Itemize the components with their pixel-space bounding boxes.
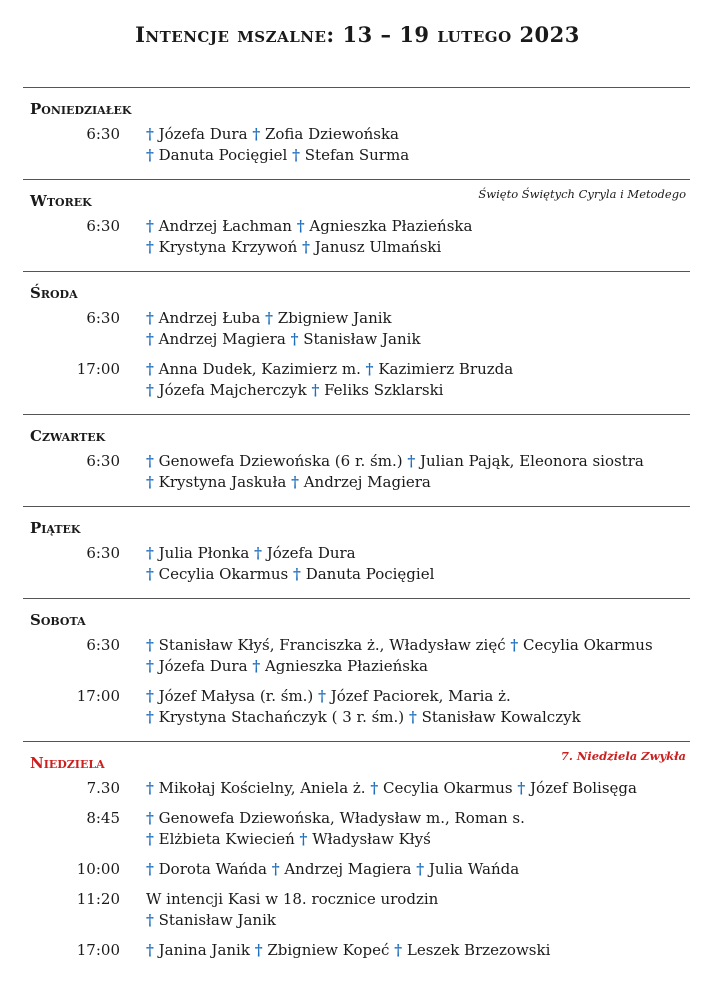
deceased-name: Józefa Dura xyxy=(158,657,248,675)
deceased-name: Mikołaj Kościelny, Aniela ż. xyxy=(158,779,366,797)
deceased-name: Julian Pająk, Eleonora siostra xyxy=(420,452,644,470)
deceased-name: Józefa Dura xyxy=(158,125,248,143)
mass-time: 17:00 xyxy=(76,941,120,959)
cross-icon: † xyxy=(290,330,299,348)
day-section xyxy=(23,87,690,179)
cross-icon: † xyxy=(146,309,154,327)
intention-line xyxy=(146,686,581,707)
intentions xyxy=(146,808,525,850)
cross-icon: † xyxy=(146,657,154,675)
mass-time: 6:30 xyxy=(86,636,120,654)
cross-icon: † xyxy=(146,544,154,562)
cross-icon: † xyxy=(146,911,154,929)
mass-time: 8:45 xyxy=(86,809,120,827)
cross-icon: † xyxy=(146,708,154,726)
cross-icon: † xyxy=(146,473,154,491)
deceased-name: Cecylia Okarmus xyxy=(158,565,289,583)
cross-icon: † xyxy=(146,687,154,705)
day-section xyxy=(23,506,690,598)
mass-entry xyxy=(23,859,690,880)
intentions xyxy=(146,686,581,728)
page-title: Intencje mszalne: 13 – 19 lutego 2023 xyxy=(135,22,580,47)
intentions xyxy=(146,859,519,880)
intention-line xyxy=(146,707,581,728)
deceased-name: Zofia Dziewońska xyxy=(264,125,399,143)
deceased-name: Janina Janik xyxy=(158,941,250,959)
deceased-name: Danuta Pocięgiel xyxy=(158,146,288,164)
mass-time: 6:30 xyxy=(86,452,120,470)
intention-line xyxy=(146,910,438,931)
day-name: Poniedziałek xyxy=(30,100,132,118)
day-name: Czwartek xyxy=(30,427,106,445)
cross-icon: † xyxy=(146,779,154,797)
mass-entry xyxy=(23,889,690,931)
liturgical-note: Święto Świętych Cyryla i Metodego xyxy=(478,187,686,201)
deceased-name: Cecylia Okarmus xyxy=(383,779,513,797)
mass-time: 6:30 xyxy=(86,125,120,143)
deceased-name: Janusz Ulmański xyxy=(314,238,442,256)
cross-icon: † xyxy=(146,146,154,164)
intentions xyxy=(146,635,653,677)
intention-text: W intencji Kasi w 18. rocznice urodzin xyxy=(146,890,439,908)
deceased-name: Krystyna Stachańczyk ( 3 r. śm.) xyxy=(158,708,405,726)
deceased-name: Józefa Majcherczyk xyxy=(158,381,307,399)
cross-icon: † xyxy=(146,330,154,348)
intention-line xyxy=(146,237,472,258)
deceased-name: Stanisław Janik xyxy=(303,330,421,348)
mass-time: 6:30 xyxy=(86,217,120,235)
mass-time: 7.30 xyxy=(86,779,120,797)
day-section xyxy=(23,271,690,414)
deceased-name: Elżbieta Kwiecień xyxy=(158,830,295,848)
deceased-name: Dorota Wańda xyxy=(158,860,267,878)
cross-icon: † xyxy=(311,381,320,399)
intention-line xyxy=(146,829,525,850)
day-name: Niedziela xyxy=(30,754,105,772)
mass-entry xyxy=(23,778,690,799)
cross-icon: † xyxy=(146,830,154,848)
intention-line xyxy=(146,808,525,829)
day-name: Sobota xyxy=(30,611,86,629)
cross-icon: † xyxy=(146,565,154,583)
deceased-name: Andrzej Łachman xyxy=(158,217,292,235)
liturgical-note: 7. Niedziela Zwykła xyxy=(560,749,686,763)
mass-time: 10:00 xyxy=(76,860,120,878)
intentions xyxy=(146,940,550,961)
deceased-name: Kazimierz Bruzda xyxy=(378,360,514,378)
cross-icon: † xyxy=(394,941,403,959)
day-name: Środa xyxy=(30,284,78,302)
deceased-name: Julia Płonka xyxy=(158,544,250,562)
cross-icon: † xyxy=(365,360,374,378)
day-section xyxy=(23,179,690,271)
deceased-name: Zbigniew Kopeć xyxy=(267,941,390,959)
intention-line xyxy=(146,216,472,237)
cross-icon: † xyxy=(146,636,154,654)
intention-line xyxy=(146,859,519,880)
intention-line xyxy=(146,635,653,656)
day-section xyxy=(23,414,690,506)
mass-entry xyxy=(23,686,690,728)
intention-line xyxy=(146,451,644,472)
mass-entry xyxy=(23,940,690,961)
intention-line xyxy=(146,145,409,166)
deceased-name: Krystyna Jaskuła xyxy=(158,473,287,491)
deceased-name: Władysław Kłyś xyxy=(312,830,431,848)
mass-entry xyxy=(23,451,690,493)
cross-icon: † xyxy=(293,565,301,583)
cross-icon: † xyxy=(510,636,519,654)
intention-line xyxy=(146,472,644,493)
intentions xyxy=(146,216,472,258)
mass-entry xyxy=(23,543,690,585)
deceased-name: Stanisław Kłyś, Franciszka ż., Władysław zięć xyxy=(158,636,506,654)
cross-icon: † xyxy=(291,473,299,491)
deceased-name: Feliks Szklarski xyxy=(324,381,444,399)
deceased-name: Józef Bolisęga xyxy=(530,779,637,797)
intentions xyxy=(146,889,438,931)
intention-line xyxy=(146,359,513,380)
cross-icon: † xyxy=(146,860,154,878)
mass-time: 6:30 xyxy=(86,544,120,562)
cross-icon: † xyxy=(318,687,326,705)
deceased-name: Andrzej Magiera xyxy=(303,473,431,491)
deceased-name: Julia Wańda xyxy=(428,860,520,878)
cross-icon: † xyxy=(146,360,154,378)
intention-line xyxy=(146,940,550,961)
mass-entry xyxy=(23,308,690,350)
deceased-name: Danuta Pocięgiel xyxy=(305,565,435,583)
intention-line xyxy=(146,564,434,585)
intention-line xyxy=(146,778,637,799)
cross-icon: † xyxy=(146,941,154,959)
cross-icon: † xyxy=(146,809,154,827)
mass-time: 17:00 xyxy=(76,360,120,378)
cross-icon: † xyxy=(370,779,379,797)
mass-time: 6:30 xyxy=(86,309,120,327)
deceased-name: Stanisław Kowalczyk xyxy=(421,708,581,726)
mass-entry xyxy=(23,124,690,166)
cross-icon: † xyxy=(265,309,273,327)
cross-icon: † xyxy=(302,238,310,256)
day-section xyxy=(23,741,690,974)
deceased-name: Andrzej Magiera xyxy=(284,860,412,878)
mass-time: 17:00 xyxy=(76,687,120,705)
intention-line xyxy=(146,656,653,677)
cross-icon: † xyxy=(408,708,417,726)
deceased-name: Andrzej Magiera xyxy=(158,330,286,348)
intention-line xyxy=(146,543,434,564)
mass-time: 11:20 xyxy=(76,890,120,908)
mass-schedule xyxy=(23,87,690,974)
cross-icon: † xyxy=(146,238,154,256)
cross-icon: † xyxy=(271,860,280,878)
cross-icon: † xyxy=(252,125,261,143)
cross-icon: † xyxy=(146,125,154,143)
cross-icon: † xyxy=(146,217,154,235)
intention-line xyxy=(146,124,409,145)
intention-line xyxy=(146,380,513,401)
intention-line xyxy=(146,329,421,350)
intention-line xyxy=(146,308,421,329)
deceased-name: Józef Małysa (r. śm.) xyxy=(158,687,314,705)
cross-icon: † xyxy=(416,860,425,878)
intentions xyxy=(146,124,409,166)
deceased-name: Leszek Brzezowski xyxy=(406,941,551,959)
day-name: Piątek xyxy=(30,519,81,537)
cross-icon: † xyxy=(292,146,300,164)
intentions xyxy=(146,543,434,585)
cross-icon: † xyxy=(254,941,263,959)
mass-entry xyxy=(23,635,690,677)
intentions xyxy=(146,451,644,493)
cross-icon: † xyxy=(146,381,154,399)
deceased-name: Anna Dudek, Kazimierz m. xyxy=(158,360,361,378)
deceased-name: Zbigniew Janik xyxy=(277,309,392,327)
deceased-name: Agnieszka Płazieńska xyxy=(309,217,473,235)
day-section xyxy=(23,598,690,741)
deceased-name: Krystyna Krzywoń xyxy=(158,238,298,256)
deceased-name: Genowefa Dziewońska (6 r. śm.) xyxy=(158,452,403,470)
day-name: Wtorek xyxy=(30,192,92,210)
deceased-name: Cecylia Okarmus xyxy=(523,636,653,654)
mass-entry xyxy=(23,359,690,401)
intentions xyxy=(146,778,637,799)
deceased-name: Andrzej Łuba xyxy=(158,309,261,327)
deceased-name: Stanisław Janik xyxy=(158,911,276,929)
cross-icon: † xyxy=(254,544,262,562)
deceased-name: Agnieszka Płazieńska xyxy=(264,657,428,675)
cross-icon: † xyxy=(146,452,154,470)
mass-entry xyxy=(23,216,690,258)
intentions xyxy=(146,308,421,350)
cross-icon: † xyxy=(252,657,261,675)
deceased-name: Józef Paciorek, Maria ż. xyxy=(330,687,511,705)
deceased-name: Józefa Dura xyxy=(266,544,356,562)
cross-icon: † xyxy=(299,830,308,848)
cross-icon: † xyxy=(407,452,416,470)
intentions xyxy=(146,359,513,401)
cross-icon: † xyxy=(296,217,305,235)
cross-icon: † xyxy=(517,779,526,797)
deceased-name: Stefan Surma xyxy=(304,146,410,164)
mass-entry xyxy=(23,808,690,850)
deceased-name: Genowefa Dziewońska, Władysław m., Roman s. xyxy=(158,809,525,827)
